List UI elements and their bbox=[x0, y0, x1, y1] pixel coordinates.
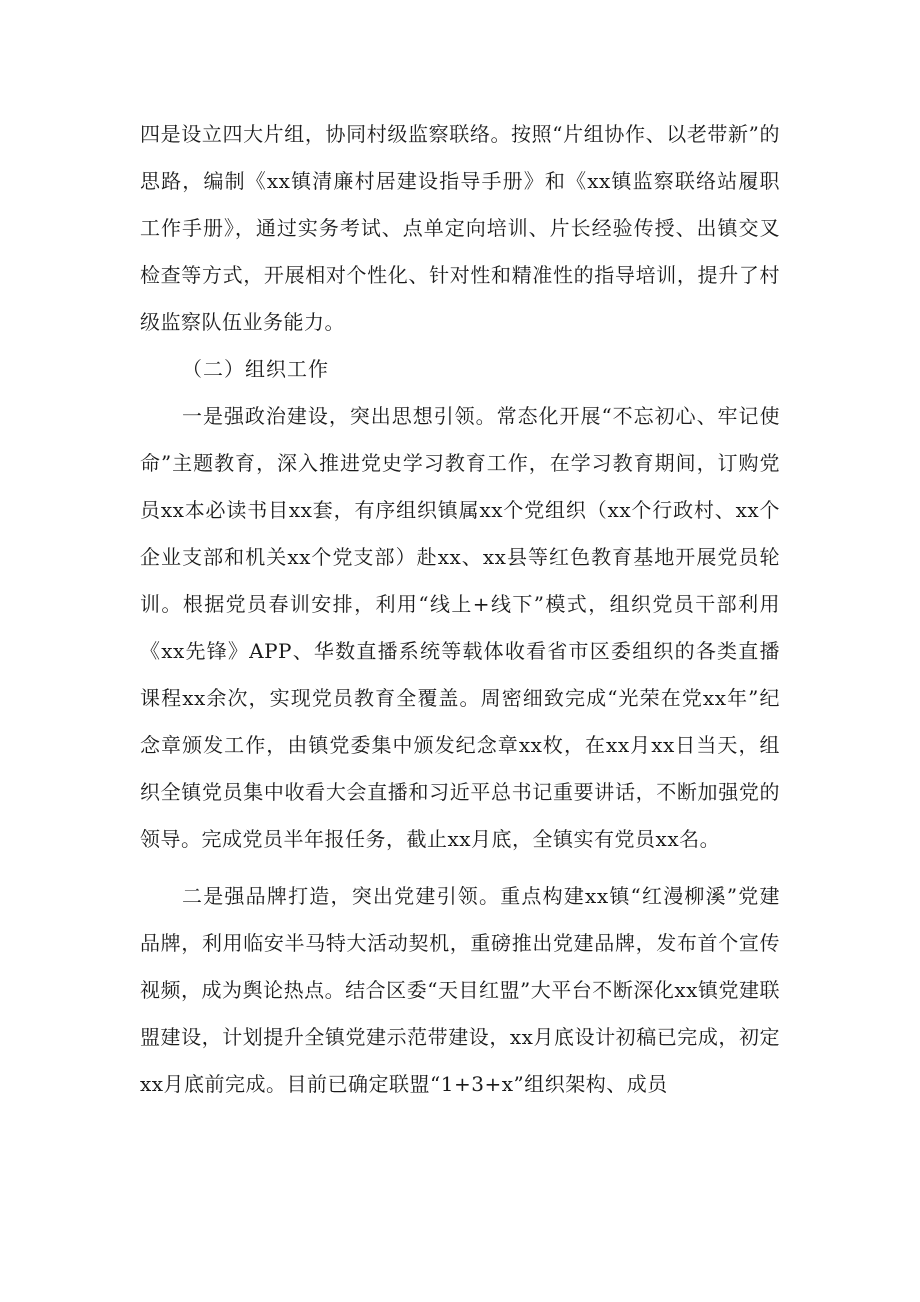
paragraph-brand-building: 二是强品牌打造，突出党建引领。重点构建xx镇“红漫柳溪”党建品牌，利用临安半马特大活动契机，重磅推出党建品牌，发布首个宣传视频，成为舆论热点。结合区委“天目红盟”大平台不断深化xx镇党建联盟建设，计划提升全镇党建示范带建设，xx月底设计初稿已完成，初定xx月底前完成。目前已确定联盟“1+3+x”组织架构、成员 bbox=[140, 884, 780, 1096]
document-body bbox=[140, 111, 780, 1108]
paragraph-political-construction: 一是强政治建设，突出思想引领。常态化开展“不忘初心、牢记使命”主题教育，深入推进党史学习教育工作，在学习教育期间，订购党员xx本必读书目xx套，有序组织镇属xx个党组织（xx个行政村、xx个企业支部和机关xx个党支部）赴xx、xx县等红色教育基地开展党员轮训。根据党员春训安排，利用“线上+线下”模式，组织党员干部利用《xx先锋》APP、华数直播系统等载体收看省市区委组织的各类直播课程xx余次，实现党员教育全覆盖。周密细致完成“光荣在党xx年”纪念章颁发工作，由镇党委集中颁发纪念章xx枚，在xx月xx日当天，组织全镇党员集中收看大会直播和习近平总书记重要讲话，不断加强党的领导。完成党员半年报任务，截止xx月底，全镇实有党员xx名。 bbox=[140, 404, 780, 851]
section-heading-organization: （二）组织工作 bbox=[182, 357, 329, 381]
paragraph-supervision-groups: 四是设立四大片组，协同村级监察联络。按照“片组协作、以老带新”的思路，编制《xx镇清廉村居建设指导手册》和《xx镇监察联络站履职工作手册》，通过实务考试、点单定向培训、片长经验传授、出镇交叉检查等方式，开展相对个性化、针对性和精准性的指导培训，提升了村级监察队伍业务能力。 bbox=[140, 122, 780, 334]
